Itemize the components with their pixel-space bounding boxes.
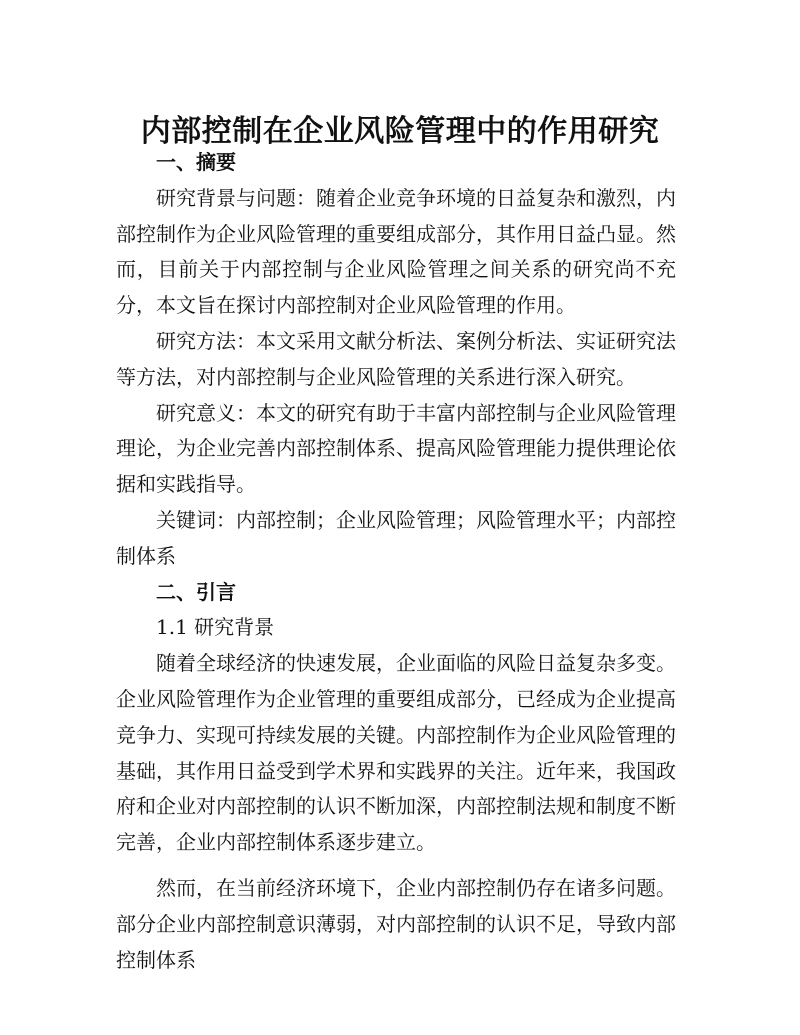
research-background-subheading: 1.1 研究背景 <box>156 615 275 640</box>
keywords-paragraph: 关键词：内部控制；企业风险管理；风险管理水平；内部控制体系 <box>116 507 676 568</box>
document-body <box>116 145 676 978</box>
introduction-heading: 二、引言 <box>156 579 236 604</box>
abstract-significance-paragraph: 研究意义：本文的研究有助于丰富内部控制与企业风险管理理论，为企业完善内部控制体系、提高风险管理能力提供理论依据和实践指导。 <box>116 400 676 497</box>
abstract-method-paragraph: 研究方法：本文采用文献分析法、案例分析法、实证研究法等方法，对内部控制与企业风险管理的关系进行深入研究。 <box>116 328 676 389</box>
abstract-background-paragraph: 研究背景与问题：随着企业竞争环境的日益复杂和激烈，内部控制作为企业风险管理的重要组成部分，其作用日益凸显。然而，目前关于内部控制与企业风险管理之间关系的研究尚不充分，本文旨在探讨内部控制对企业风险管理的作用。 <box>116 185 676 318</box>
introduction-paragraph-2: 然而，在当前经济环境下，企业内部控制仍存在诸多问题。部分企业内部控制意识薄弱，对内部控制的认识不足，导致内部控制体系 <box>116 875 676 972</box>
page-title: 内部控制在企业风险管理中的作用研究 <box>140 114 660 150</box>
abstract-heading: 一、摘要 <box>156 150 236 174</box>
introduction-paragraph-1: 随着全球经济的快速发展，企业面临的风险日益复杂多变。企业风险管理作为企业管理的重要组成部分，已经成为企业提高竞争力、实现可持续发展的关键。内部控制作为企业风险管理的基础，其作用日益受到学术界和实践界的关注。近年来，我国政府和企业对内部控制的认识不断加深，内部控制法规和制度不断完善，企业内部控制体系逐步建立。 <box>116 651 676 855</box>
paragraph-spacer <box>116 861 676 871</box>
